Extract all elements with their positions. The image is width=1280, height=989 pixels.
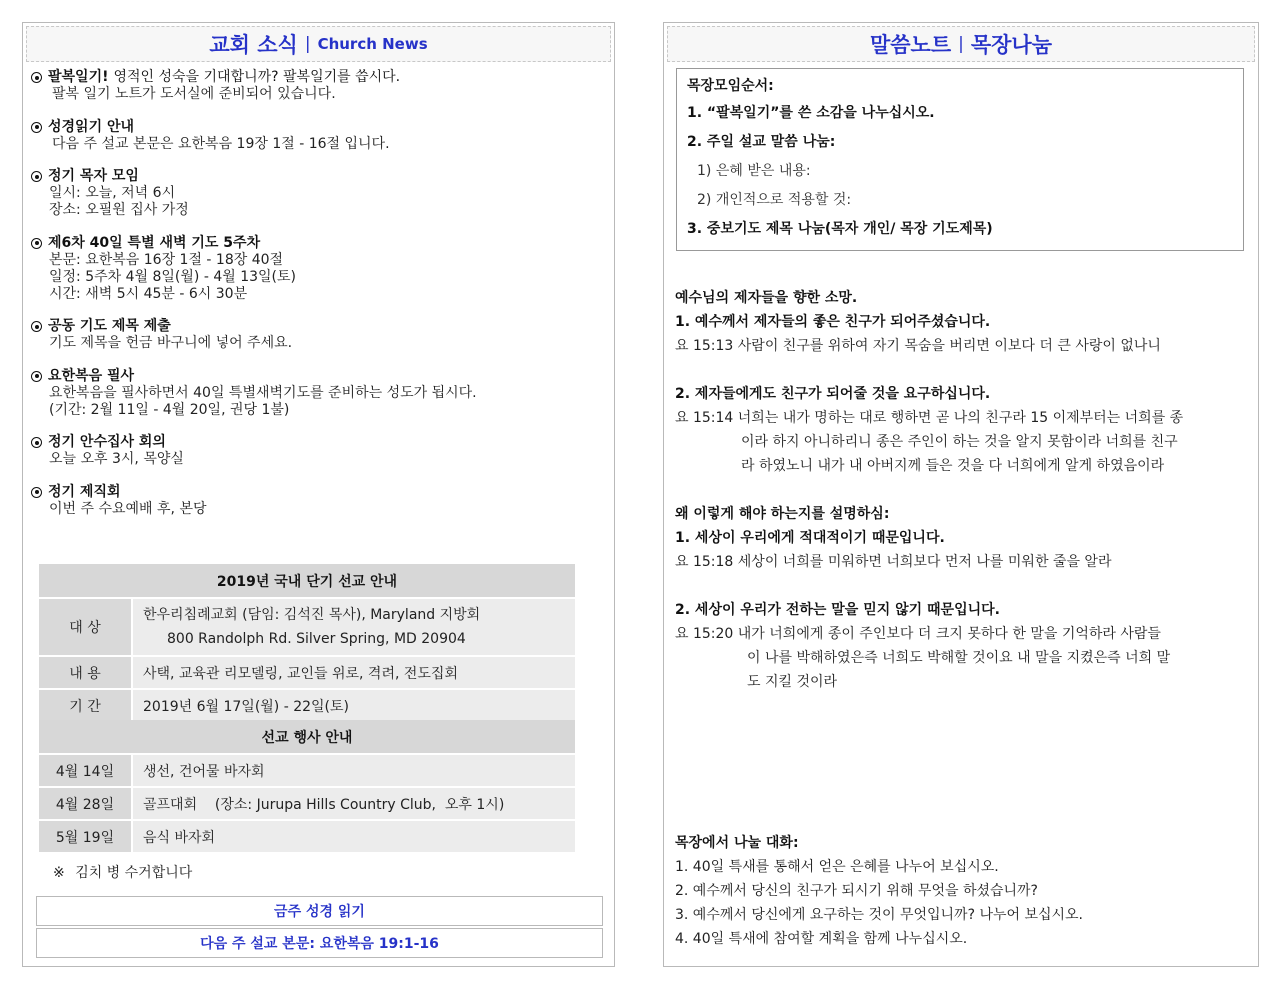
- header-separator: |: [958, 34, 964, 54]
- bible-reading-title: 금주 성경 읽기: [36, 896, 603, 926]
- mission-label: 내 용: [39, 656, 132, 689]
- sermon-verse: 요 15:13 사람이 친구를 위하여 자기 목숨을 버리면 이보다 더 큰 사랑이 없나니: [675, 338, 1161, 354]
- news-line: 오늘 오후 3시, 목양실: [49, 451, 184, 467]
- sermon-verse-continued: 이 나를 박해하였은즉 너희도 박해할 것이요 내 말을 지켰은즉 너희 말: [747, 650, 1171, 666]
- bullet-icon: [31, 72, 42, 83]
- news-title: 정기 안수집사 회의: [48, 434, 166, 450]
- mission-value: 2019년 6월 17일(월) - 22일(토): [132, 689, 576, 722]
- event-table-title: 선교 행사 안내: [39, 720, 576, 754]
- sermon-verse: 요 15:14 너희는 내가 명하는 대로 행하면 곧 나의 친구라 15 이제부터는 너희를 종: [675, 410, 1184, 426]
- sermon-verse-continued: 라 하였노니 내가 내 아버지께 들은 것을 다 너희에게 알게 하였음이라: [741, 458, 1165, 474]
- mission-value: [132, 598, 576, 656]
- news-title-rest: 영적인 성숙을 기대합니까? 팔복일기를 씁시다.: [113, 69, 401, 85]
- sermon-point: 2. 세상이 우리가 전하는 말을 믿지 않기 때문입니다.: [675, 602, 1000, 618]
- news-item: [31, 484, 604, 518]
- bullet-icon: [31, 171, 42, 182]
- bullet-icon: [31, 437, 42, 448]
- note-line: [53, 862, 192, 882]
- news-item: [31, 69, 604, 103]
- sermon-note-title: 말씀노트: [869, 33, 952, 57]
- news-line: 본문: 요한복음 16장 1절 - 18장 40절: [49, 251, 284, 268]
- event-desc: 생선, 건어물 바자회: [132, 754, 576, 787]
- sermon-verse: 요 15:20 내가 너희에게 종이 주인보다 더 크지 못하다 한 말을 기억하라 사람들: [675, 626, 1161, 642]
- news-title: 요한복음 필사: [48, 367, 135, 384]
- sermon-note-subtitle: 목장나눔: [970, 33, 1053, 57]
- meeting-order-item: 3. 중보기도 제목 나눔(목자 개인/ 목장 기도제목): [687, 221, 993, 237]
- discussion-section: [675, 831, 1248, 951]
- meeting-order-item: 2. 주일 설교 말씀 나눔:: [687, 134, 836, 150]
- sermon-verse: 요 15:18 세상이 너희를 미워하면 너희보다 먼저 나를 미워한 줄을 알라: [675, 554, 1112, 570]
- church-news-subtitle: Church News: [317, 35, 428, 53]
- news-title: 성경읽기 안내: [48, 118, 135, 135]
- bullet-icon: [31, 122, 42, 133]
- meeting-order-subitem: 1) 은혜 받은 내용:: [697, 163, 811, 179]
- news-line: 이번 주 수요예배 후, 본당: [49, 500, 207, 517]
- bullet-icon: [31, 371, 42, 382]
- news-line: 기도 제목을 헌금 바구니에 넣어 주세요.: [49, 335, 293, 351]
- mission-table: [39, 564, 577, 723]
- sermon-verse-continued: 이라 하지 아니하리니 종은 주인이 하는 것을 알지 못함이라 너희를 친구: [741, 434, 1178, 450]
- news-line: 요한복음을 필사하면서 40일 특별새벽기도를 준비하는 성도가 됩시다.: [49, 384, 477, 401]
- discussion-title: 목장에서 나눌 대화:: [675, 835, 799, 851]
- header-separator: |: [304, 34, 311, 54]
- news-line: 팔복 일기 노트가 도서실에 준비되어 있습니다.: [52, 86, 336, 102]
- sermon-heading: 예수님의 제자들을 향한 소망.: [675, 290, 858, 306]
- discussion-question: 3. 예수께서 당신에게 요구하는 것이 무엇입니까? 나누어 보십시오.: [675, 907, 1084, 923]
- note-mark: ※: [53, 865, 65, 881]
- news-line: 장소: 오필원 집사 가정: [49, 202, 189, 218]
- news-item: [31, 368, 604, 419]
- event-desc: 골프대회 (장소: Jurupa Hills Country Club, 오후 1시): [132, 787, 576, 820]
- sermon-point: 1. 예수께서 제자들의 좋은 친구가 되어주셨습니다.: [675, 314, 991, 330]
- news-title: 정기 목자 모임: [48, 168, 139, 184]
- mission-label: 기 간: [39, 689, 132, 722]
- event-date: 5월 19일: [39, 820, 132, 853]
- event-date: 4월 14일: [39, 754, 132, 787]
- news-item: [31, 168, 604, 219]
- news-title: 정기 제직회: [48, 483, 121, 500]
- sermon-note-header: [667, 26, 1255, 62]
- news-line: 일정: 5주차 4월 8일(월) - 4월 13일(토): [49, 268, 297, 285]
- news-line: 다음 주 설교 본문은 요한복음 19장 1절 - 16절 입니다.: [52, 135, 390, 152]
- discussion-question: 4. 40일 특새에 참여할 계획을 함께 나누십시오.: [675, 931, 968, 947]
- mission-label: 대 상: [39, 598, 132, 656]
- news-item: [31, 318, 604, 352]
- sermon-point: 2. 제자들에게도 친구가 되어줄 것을 요구하십니다.: [675, 386, 991, 402]
- church-news-panel: [22, 22, 615, 967]
- discussion-question: 1. 40일 특새를 통해서 얻은 은혜를 나누어 보십시오.: [675, 859, 999, 875]
- sermon-note-panel: [663, 22, 1259, 967]
- sermon-verse-continued: 도 지킬 것이라: [747, 674, 838, 690]
- meeting-order-box: [676, 68, 1244, 251]
- news-item: [31, 434, 604, 468]
- news-title: 팔복일기!: [48, 69, 109, 85]
- mission-value-line: 한우리침례교회 (담임: 김석진 목사), Maryland 지방회: [143, 607, 481, 623]
- news-line: 일시: 오늘, 저녁 6시: [49, 185, 176, 201]
- sermon-heading: 왜 이렇게 해야 하는지를 설명하심:: [675, 506, 890, 522]
- note-text: 김치 병 수거합니다: [75, 865, 193, 881]
- sermon-notes: [675, 286, 1248, 694]
- news-item: [31, 119, 604, 153]
- event-desc: 음식 바자회: [132, 820, 576, 853]
- event-date: 4월 28일: [39, 787, 132, 820]
- church-news-header: [26, 26, 611, 62]
- mission-table-title: 2019년 국내 단기 선교 안내: [39, 564, 576, 598]
- news-line: 시간: 새벽 5시 45분 - 6시 30분: [49, 285, 248, 302]
- news-list: [31, 69, 604, 533]
- discussion-question: 2. 예수께서 당신의 친구가 되시기 위해 무엇을 하셨습니까?: [675, 883, 1038, 899]
- meeting-order-subitem: 2) 개인적으로 적용할 것:: [697, 192, 852, 208]
- sermon-point: 1. 세상이 우리에게 적대적이기 때문입니다.: [675, 530, 945, 546]
- meeting-order-title: 목장모임순서:: [687, 78, 774, 94]
- church-news-title: 교회 소식: [209, 33, 298, 57]
- bullet-icon: [31, 487, 42, 498]
- meeting-order-item: 1. “팔복일기”를 쓴 소감을 나누십시오.: [687, 105, 935, 121]
- bullet-icon: [31, 238, 42, 249]
- next-sermon-text: 다음 주 설교 본문: 요한복음 19:1-16: [36, 928, 603, 958]
- news-item: [31, 235, 604, 303]
- event-table: [39, 720, 577, 854]
- mission-value: 사택, 교육관 리모델링, 교인들 위로, 격려, 전도집회: [132, 656, 576, 689]
- news-title: 공동 기도 제목 제출: [48, 318, 171, 334]
- news-line: (기간: 2월 11일 - 4월 20일, 권당 1불): [49, 401, 290, 418]
- mission-value-line: 800 Randolph Rd. Silver Spring, MD 20904: [167, 631, 466, 647]
- bullet-icon: [31, 321, 42, 332]
- news-title: 제6차 40일 특별 새벽 기도 5주차: [48, 234, 261, 251]
